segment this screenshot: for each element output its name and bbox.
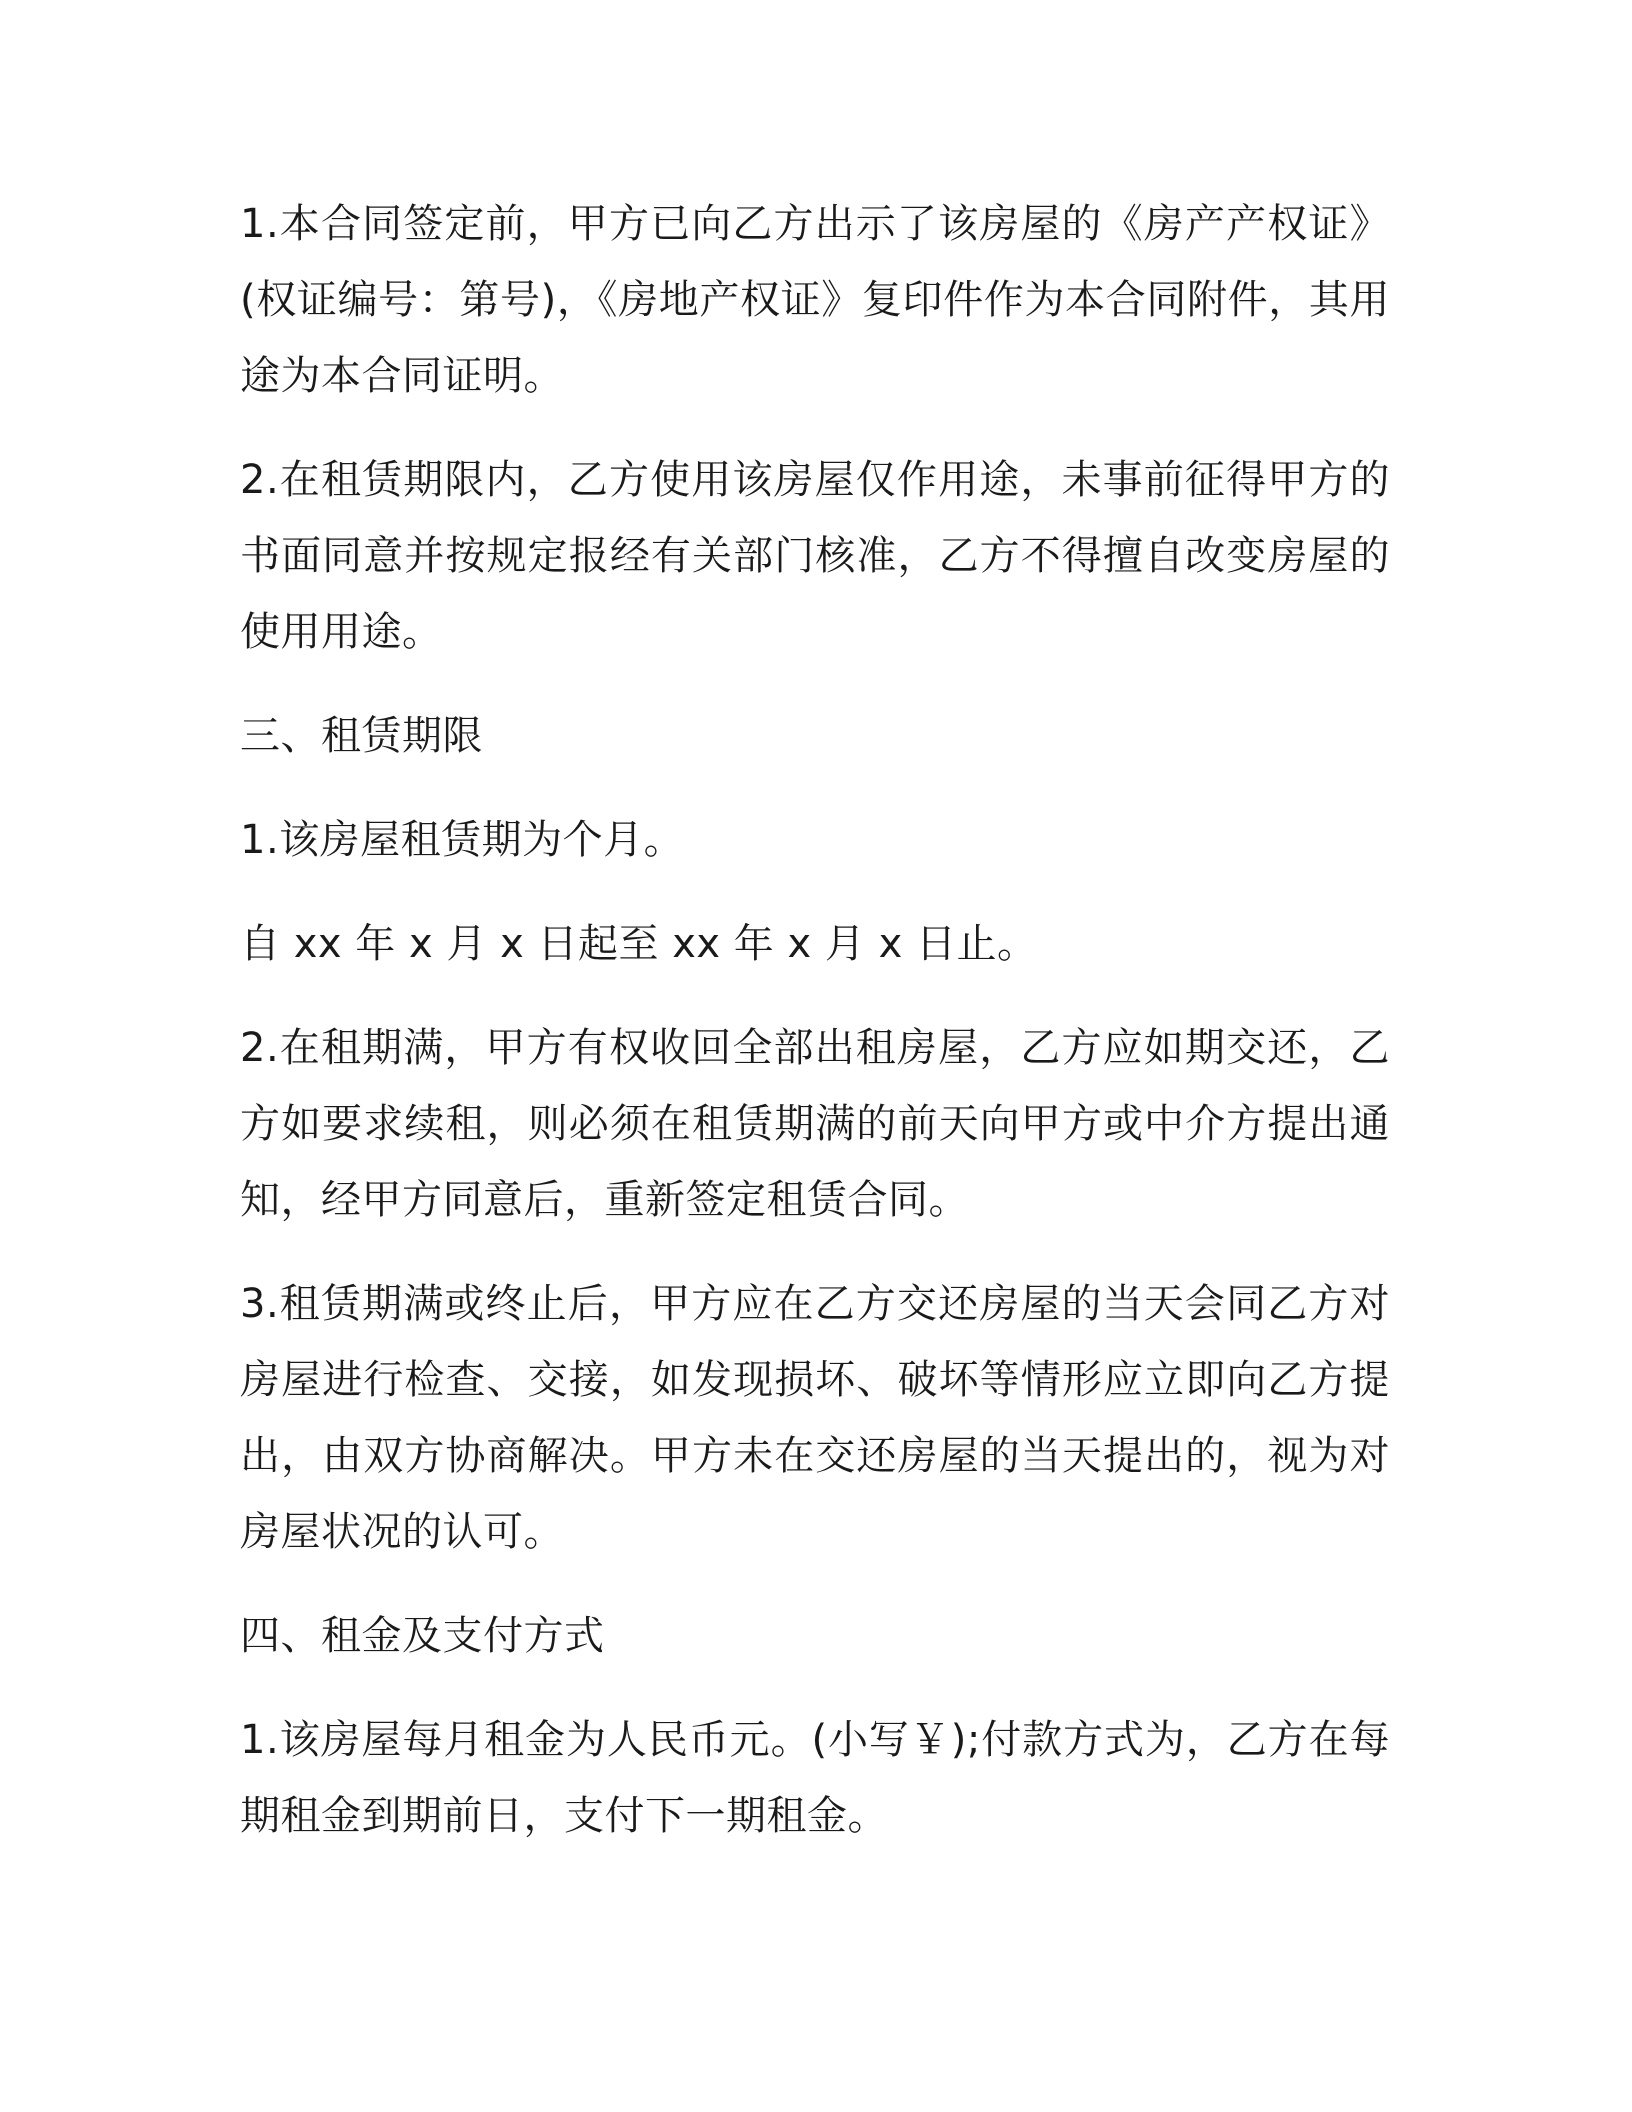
clause-lease-dates: 自 xx 年 x 月 x 日起至 xx 年 x 月 x 日止。 bbox=[240, 921, 1038, 967]
clause-lease-duration: 1.该房屋租赁期为个月。 bbox=[240, 817, 685, 863]
clause-monthly-rent: 1.该房屋每月租金为人民币元。(小写￥);付款方式为，乙方在每期租金到期前日，支付下一期租金。 bbox=[240, 1717, 1390, 1839]
section-heading-rent-payment: 四、租金及支付方式 bbox=[240, 1613, 605, 1659]
clause-inspection-handover: 3.租赁期满或终止后，甲方应在乙方交还房屋的当天会同乙方对房屋进行检查、交接，如发现损坏、破坏等情形应立即向乙方提出，由双方协商解决。甲方未在交还房屋的当天提出的，视为对房屋状况的认可。 bbox=[240, 1281, 1390, 1555]
clause-property-certificate: 1.本合同签定前，甲方已向乙方出示了该房屋的《房产产权证》(权证编号：第号)，《房地产权证》复印件作为本合同附件，其用途为本合同证明。 bbox=[240, 201, 1390, 399]
section-heading-lease-term: 三、租赁期限 bbox=[240, 713, 483, 759]
clause-renewal: 2.在租期满，甲方有权收回全部出租房屋，乙方应如期交还，乙方如要求续租，则必须在租赁期满的前天向甲方或中介方提出通知，经甲方同意后，重新签定租赁合同。 bbox=[240, 1025, 1390, 1223]
document-body bbox=[240, 186, 1390, 1882]
clause-usage-restriction: 2.在租赁期限内，乙方使用该房屋仅作用途，未事前征得甲方的书面同意并按规定报经有关部门核准，乙方不得擅自改变房屋的使用用途。 bbox=[240, 457, 1390, 655]
